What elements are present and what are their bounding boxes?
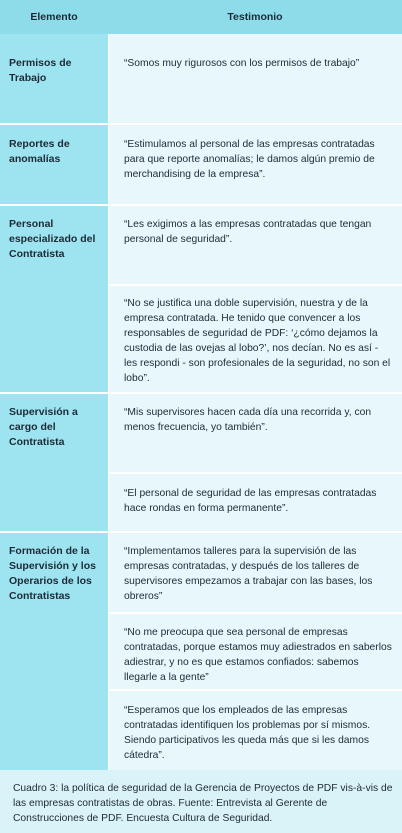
table-caption: Cuadro 3: la política de seguridad de la Gerencia de Proyectos de PDF vis-à-vis de las empresas contratistas de obras. Fuente: Entrevista al Gerente de Construcciones de PDF. Encuesta Cultura de Seguridad.: [13, 783, 393, 824]
testimony-cell: “Implementamos talleres para la supervisión de las empresas contratadas, y después de los talleres de supervisores empezamos a trabajar con las bases, los obreros”: [124, 546, 373, 602]
testimony-cell: “Les exigimos a las empresas contratadas que tengan personal de seguridad”.: [124, 219, 372, 245]
testimony-cell: “Estimulamos al personal de las empresas contratadas para que reporte anomalías; le damos algún premio de merchandising de la empresa”.: [124, 139, 375, 180]
element-cell: Reportes de anomalías: [9, 138, 70, 165]
testimony-cell: “No me preocupa que sea personal de empresas contratadas, porque estamos muy adiestrados en saberlos adiestrar, y no es que estamos confiados: sabemos llegarle a la gente”: [124, 627, 392, 683]
element-cell: Permisos de Trabajo: [9, 57, 72, 84]
testimony-cell: “Mis supervisores hacen cada día una recorrida y, con menos frecuencia, yo también”.: [124, 407, 372, 433]
row-divider: [0, 392, 402, 394]
testimony-cell: “Esperamos que los empleados de las empresas contratadas identifiquen los problemas por sí mismos. Siendo participativos les queda más que si les damos cátedra”.: [124, 705, 371, 761]
testimony-cell: “Somos muy rigurosos con los permisos de trabajo”: [124, 58, 360, 69]
element-cell: Supervisión a cargo del Contratista: [9, 406, 78, 448]
header-testimony: Testimonio: [227, 11, 283, 23]
row-divider: [0, 123, 402, 125]
row-divider: [0, 204, 402, 206]
row-divider: [0, 531, 402, 533]
subrow-divider: [108, 472, 402, 474]
header-element: Elemento: [30, 11, 78, 23]
subrow-divider: [108, 284, 402, 286]
column-divider: [108, 34, 109, 770]
testimony-cell: “No se justifica una doble supervisión, nuestra y de la empresa contratada. He tenido que convencer a los responsables de seguridad de PDF: ‘¿cómo dejamos la custodia de las ovejas al lobo?’, nos decían. No es así - les respondi - son profesionales de la seguridad, no son el lobo”.: [124, 298, 391, 384]
subrow-divider: [108, 612, 402, 614]
testimony-cell: “El personal de seguridad de las empresas contratadas hace rondas en forma permanente”.: [124, 488, 377, 514]
element-cell: Formación de la Supervisión y los Operarios de los Contratistas: [9, 545, 96, 602]
subrow-divider: [108, 689, 402, 691]
element-cell: Personal especializado del Contratista: [9, 218, 96, 260]
table-header: [0, 0, 402, 34]
